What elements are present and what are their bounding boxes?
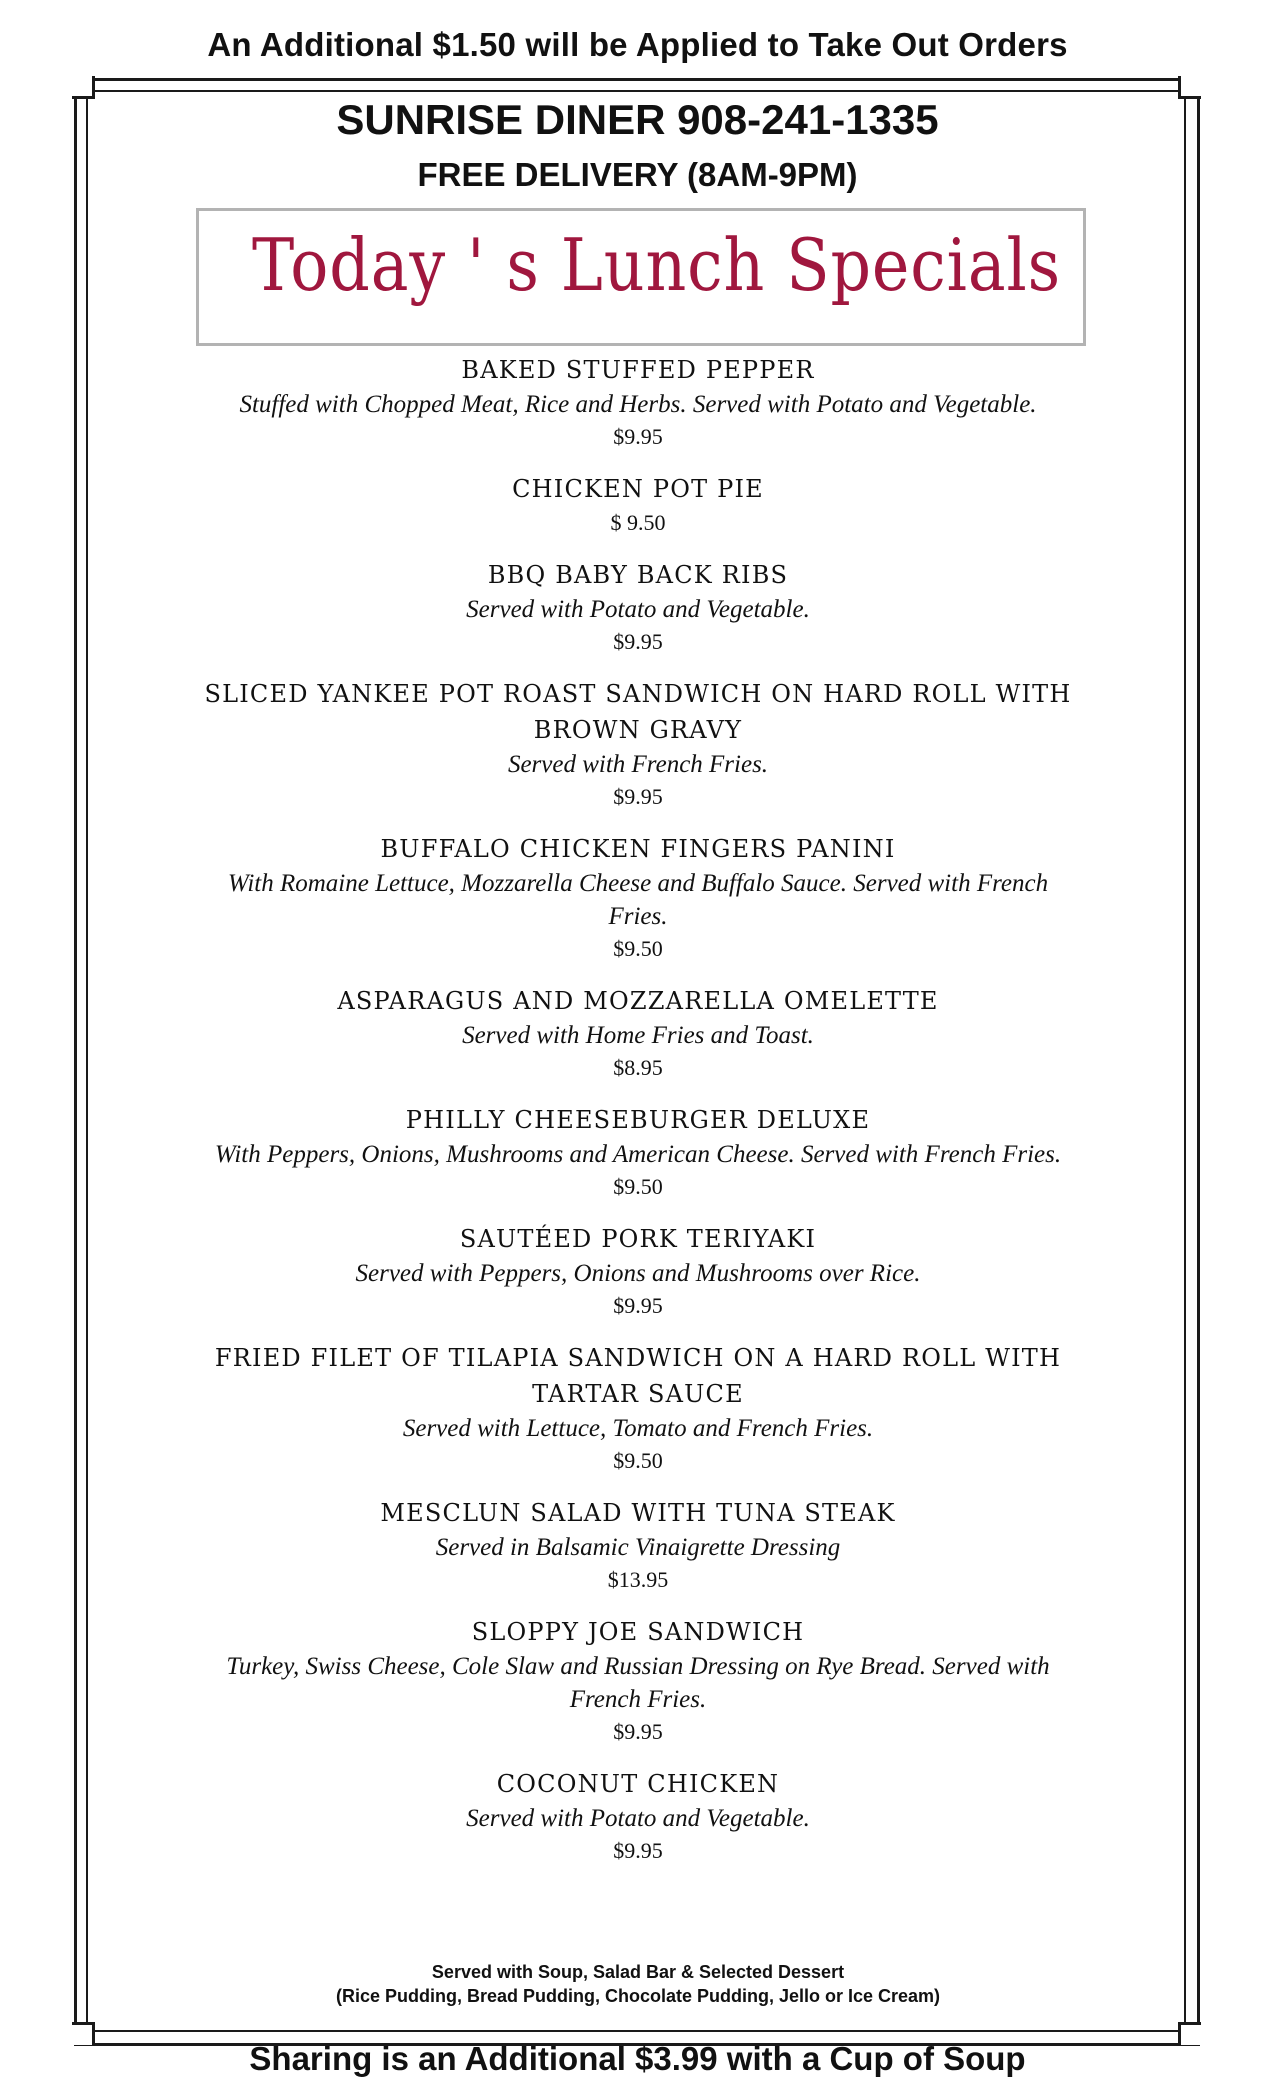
menu-item-description: Served with Home Fries and Toast. [462,1022,814,1049]
menu-item-name: BAKED STUFFED PEPPER [461,356,815,384]
menu-item-name: SLOPPY JOE SANDWICH [471,1618,805,1646]
menu-item-price: $8.95 [613,1055,663,1080]
menu-item-name: CHICKEN POT PIE [512,475,764,503]
menu-item [196,1340,1080,1477]
menu-item-price: $13.95 [607,1567,669,1592]
menu-item [196,471,1080,539]
menu-item-price: $9.95 [613,1719,663,1744]
dessert-options-line: (Rice Pudding, Bread Pudding, Chocolate Pudding, Jello or Ice Cream) [335,1986,941,2006]
takeout-notice: An Additional $1.50 will be Applied to Take Out Orders [207,26,1068,63]
menu-item-name: COCONUT CHICKEN [496,1770,780,1798]
menu-item [196,1102,1080,1203]
menu-item-description: With Peppers, Onions, Mushrooms and American Cheese. Served with French Fries. [214,1141,1062,1168]
menu-item-price: $ 9.50 [610,510,666,535]
menu-item-price: $9.95 [613,1293,663,1318]
menu-item-price: $9.50 [613,1174,663,1199]
menu-item-name: SLICED YANKEE POT ROAST SANDWICH ON HARD ROLL WITH BROWN GRAVY [204,680,1072,744]
menu-item [196,1495,1080,1596]
menu-item-price: $9.95 [613,784,663,809]
menu-item-description: Served with Potato and Vegetable. [466,596,810,623]
menu-item [196,1221,1080,1322]
menu-item-description: Served in Balsamic Vinaigrette Dressing [435,1534,841,1561]
menu-item [196,676,1080,813]
title-box [196,208,1086,346]
menu-item-name: FRIED FILET OF TILAPIA SANDWICH ON A HARD ROLL WITH TARTAR SAUCE [214,1344,1062,1408]
menu-item-description: Served with French Fries. [507,751,769,778]
menu-item-price: $9.95 [613,629,663,654]
menu-item-description: Served with Potato and Vegetable. [466,1805,810,1832]
menu-item [196,831,1080,965]
menu-item [196,1766,1080,1867]
menu-item-name: SAUTÉED PORK TERIYAKI [459,1225,817,1253]
menu-item-price: $9.95 [613,424,663,449]
diner-name-phone: SUNRISE DINER 908-241-1335 [336,96,939,143]
menu-item-description: Served with Peppers, Onions and Mushrooms over Rice. [355,1260,921,1287]
sharing-notice: Sharing is an Additional $3.99 with a Cup of Soup [249,2040,1026,2077]
menu-list [196,352,1080,1885]
menu-item-price: $9.50 [613,1448,663,1473]
menu-item-name: BUFFALO CHICKEN FINGERS PANINI [380,835,896,863]
menu-item-name: ASPARAGUS AND MOZZARELLA OMELETTE [337,987,939,1015]
menu-item-name: BBQ BABY BACK RIBS [487,561,789,589]
served-with-note [196,1960,1080,2008]
menu-item-name: PHILLY CHEESEBURGER DELUXE [405,1106,871,1134]
menu-item [196,352,1080,453]
menu-item-description: Stuffed with Chopped Meat, Rice and Herbs. Served with Potato and Vegetable. [239,391,1037,418]
menu-item [196,1614,1080,1748]
menu-item-price: $9.95 [613,1838,663,1863]
menu-item [196,983,1080,1084]
menu-item-description: With Romaine Lettuce, Mozzarella Cheese and Buffalo Sauce. Served with French Fries. [227,870,1049,930]
page-title: Today ' s Lunch Specials [252,223,1062,307]
menu-item-description: Served with Lettuce, Tomato and French Fries. [402,1415,874,1442]
served-with-line: Served with Soup, Salad Bar & Selected Dessert [431,1962,845,1982]
menu-item-name: MESCLUN SALAD WITH TUNA STEAK [380,1499,896,1527]
menu-item-description: Turkey, Swiss Cheese, Cole Slaw and Russian Dressing on Rye Bread. Served with French Fries. [226,1653,1050,1713]
menu-item [196,557,1080,658]
free-delivery-hours: FREE DELIVERY (8AM-9PM) [417,156,858,193]
menu-item-price: $9.50 [613,936,663,961]
